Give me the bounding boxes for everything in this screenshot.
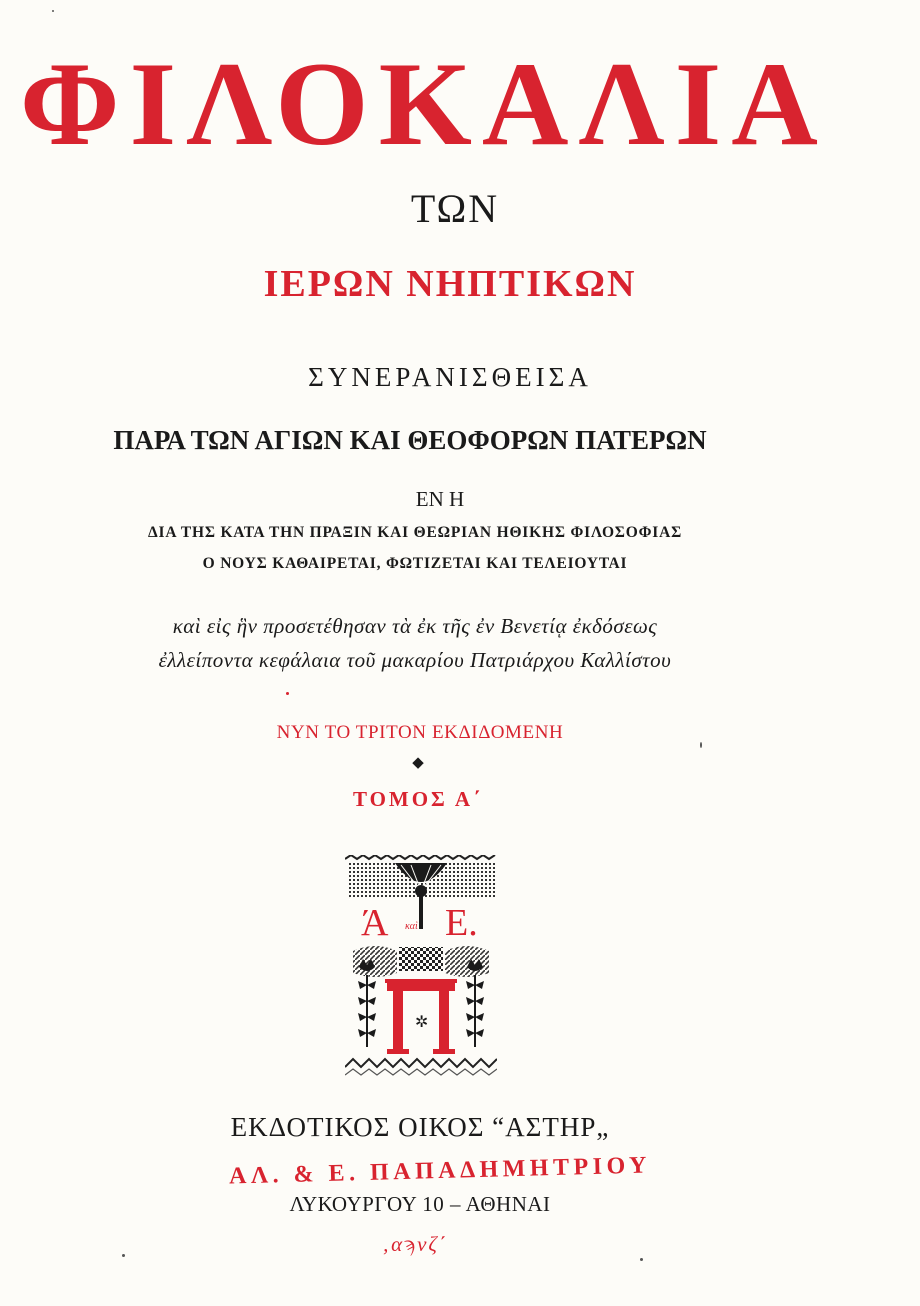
- subtitle-syneranistheisa: ΣΥΝΕΡΑΝΙΣΘΕΙΣΑ: [308, 362, 592, 392]
- paper-speck: [286, 692, 289, 695]
- emblem-kai: καὶ: [405, 921, 418, 932]
- subtitle-dia-tis: ΔΙΑ ΤΗΣ ΚΑΤΑ ΤΗΝ ΠΡΑΞΙΝ ΚΑΙ ΘΕΩΡΙΑΝ ΗΘΙΚΗΣ ΦΙΛΟΣΟΦΙΑΣ: [147, 524, 683, 541]
- volume-label: ΤΟΜΟΣ Α΄: [352, 787, 484, 811]
- paper-speck: [52, 10, 54, 12]
- book-title: ΦΙΛΟΚΑΛΙΑ: [20, 37, 828, 170]
- publisher-emblem-icon: [345, 855, 497, 1083]
- subtitle-o-nous: Ο ΝΟΥΣ ΚΑΘΑΙΡΕΤΑΙ, ΦΩΤΙΖΕΤΑΙ ΚΑΙ ΤΕΛΕΙΟΥΤΑΙ: [202, 555, 628, 572]
- emblem-star-icon: ✲: [415, 1012, 429, 1031]
- paper-speck: [122, 1254, 125, 1257]
- paper-speck: [700, 742, 702, 748]
- emblem-letter-epsilon: Ε.: [445, 902, 478, 944]
- subtitle-elleiponta: ἐλλείποντα κεφάλαια τοῦ μακαρίου Πατριάρχου Καλλίστου: [158, 648, 672, 672]
- publisher-house: ΕΚΔΟΤΙΚΟΣ ΟΙΚΟΣ “ΑΣΤΗΡ„: [230, 1112, 610, 1142]
- subtitle-ton: ΤΩΝ: [410, 186, 500, 231]
- subtitle-ierwn-niptikwn: ΙΕΡΩΝ ΝΗΠΤΙΚΩΝ: [263, 263, 637, 305]
- diamond-ornament-icon: ◆: [412, 755, 424, 771]
- publisher-address: ΛΥΚΟΥΡΓΟΥ 10 – ΑΘΗΝΑΙ: [289, 1192, 551, 1216]
- emblem-letter-alpha: Ά: [361, 902, 389, 944]
- publication-year: ‚αϡνζ΄: [382, 1232, 448, 1256]
- subtitle-en-h: ΕΝ Η: [415, 487, 465, 511]
- edition-note: ΝΥΝ ΤΟ ΤΡΙΤΟΝ ΕΚΔΙΔΟΜΕΝΗ: [276, 722, 564, 743]
- publisher-name: ΑΛ. & Ε. ΠΑΠΑΔΗΜΗΤΡΙΟΥ: [228, 1152, 652, 1190]
- paper-speck: [640, 1258, 643, 1261]
- subtitle-para-twn-agiwn: ΠΑΡΑ ΤΩΝ ΑΓΙΩΝ ΚΑΙ ΘΕΟΦΟΡΩΝ ΠΑΤΕΡΩΝ: [113, 425, 707, 455]
- subtitle-kai-eis-hn: καὶ εἰς ἣν προσετέθησαν τὰ ἐκ τῆς ἐν Βενετίᾳ ἐκδόσεως: [172, 614, 658, 638]
